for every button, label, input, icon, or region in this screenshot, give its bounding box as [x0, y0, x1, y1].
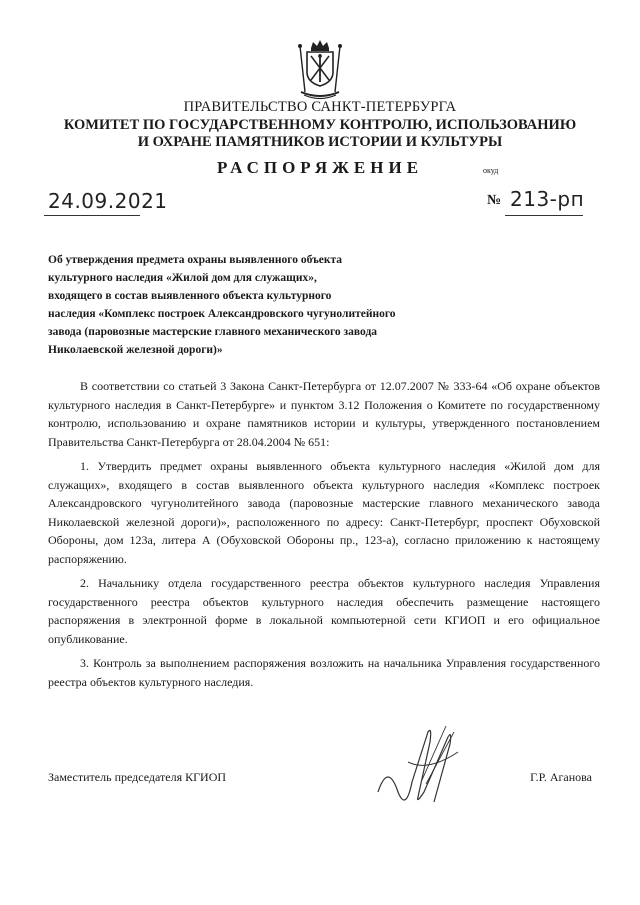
okud-label: окуд	[483, 166, 499, 175]
number-sign: №	[487, 193, 502, 208]
committee-title-line1: КОМИТЕТ ПО ГОСУДАРСТВЕННОМУ КОНТРОЛЮ, ИСПОЛЬЗОВАНИЮ	[63, 117, 577, 133]
date-underline	[44, 215, 140, 216]
document-number: 213-рп	[510, 187, 585, 211]
date-number-row	[0, 185, 640, 225]
clause-paragraph: 2. Начальнику отдела государственного реестра объектов культурного наследия Управления государственного реестра объектов культурного наследия обеспечить размещение настоящего распоряжения в электронной форме в локальной компьютерной сети КГИОП и его официальное опубликование.	[48, 576, 600, 646]
subject-line: входящего в состав выявленного объекта культурного	[48, 290, 332, 302]
document-body	[48, 377, 600, 691]
document-date: 24.09.2021	[48, 189, 168, 213]
subject-line: Николаевской железной дороги)»	[48, 344, 223, 356]
committee-title-line2: И ОХРАНЕ ПАМЯТНИКОВ ИСТОРИИ И КУЛЬТУРЫ	[137, 134, 503, 150]
subject-line: завода (паровозные мастерские главного механического завода	[48, 326, 378, 338]
committee-title	[0, 117, 640, 151]
handwritten-signature	[368, 722, 478, 812]
clause-paragraph: 1. Утвердить предмет охраны выявленного объекта культурного наследия «Жилой дом для служащих», входящего в состав выявленного объекта культурного наследия «Комплекс построек Александровского чугунолитейного завода (паровозные мастерские главного механического завода Николаевской железной дороги)», расположенного по адресу: Санкт-Петербург, проспект Обуховской Обороны, дом 123а, литера А (Обуховской Обороны пр., 123-а), согласно приложению к настоящему распоряжению.	[48, 459, 600, 566]
signatory-name: Г.Р. Аганова	[530, 770, 592, 784]
preamble-paragraph: В соответствии со статьей 3 Закона Санкт-Петербурга от 12.07.2007 № 333-64 «Об охране объектов культурного наследия в Санкт-Петербурге» и пунктом 3.12 Положения о Комитете по государственному контролю, использованию и охране памятников истории и культуры, утвержденного постановлением Правительства Санкт-Петербурга от 28.04.2004 № 651:	[48, 379, 600, 449]
document-type-title: РАСПОРЯЖЕНИЕ	[216, 158, 424, 177]
government-title: ПРАВИТЕЛЬСТВО САНКТ-ПЕТЕРБУРГА	[183, 99, 457, 115]
subject-line: Об утверждения предмета охраны выявленного объекта	[48, 254, 343, 266]
number-underline	[505, 215, 583, 216]
subject-line: наследия «Комплекс построек Александровского чугунолитейного	[48, 308, 396, 320]
signatory-position: Заместитель председателя КГИОП	[48, 770, 227, 784]
subject-line: культурного наследия «Жилой дом для служащих»,	[48, 272, 317, 284]
coat-of-arms-emblem	[293, 38, 347, 102]
document-subject	[48, 251, 408, 359]
clause-paragraph: 3. Контроль за выполнением распоряжения возложить на начальника Управления государственного реестра объектов культурного наследия.	[48, 656, 600, 689]
